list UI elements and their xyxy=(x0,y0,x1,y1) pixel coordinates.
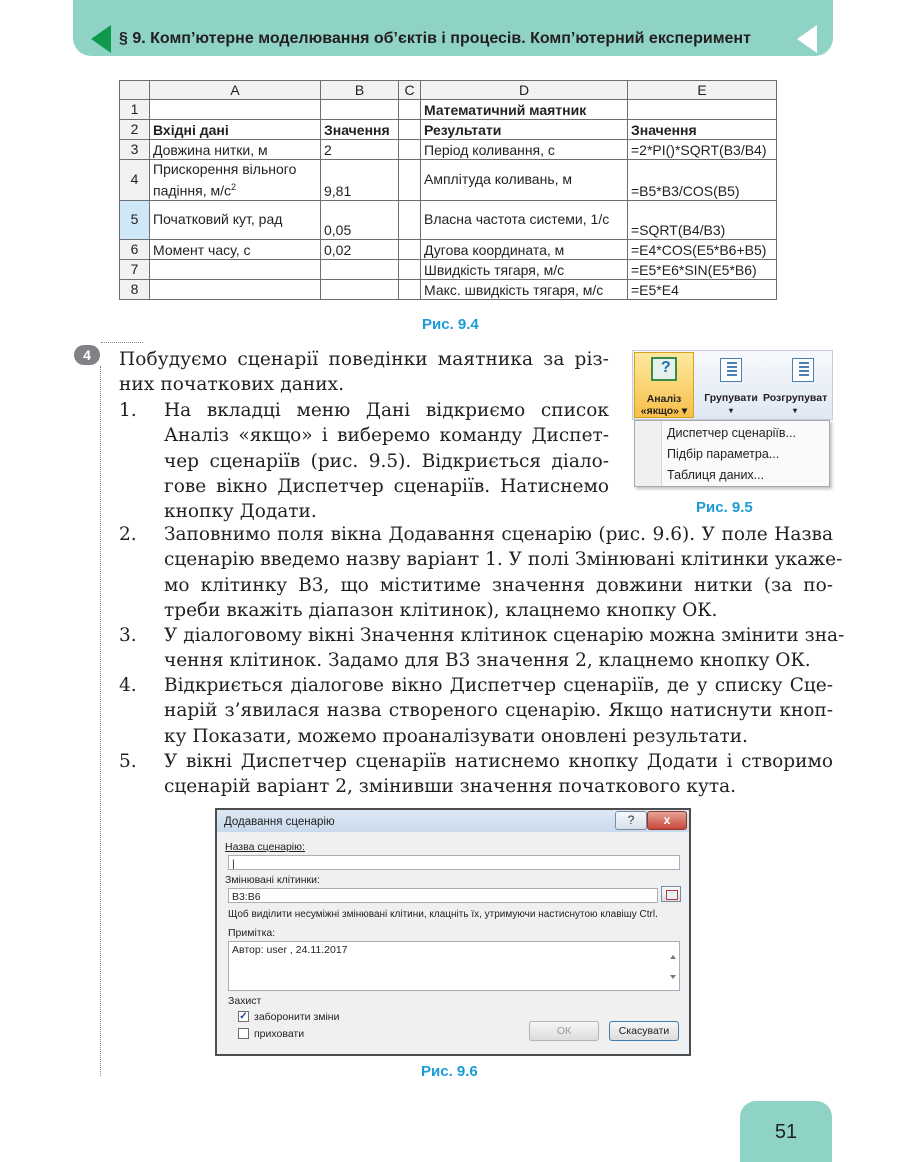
cell-line: Прискорення вільного xyxy=(153,161,297,177)
spreadsheet-table xyxy=(119,80,777,300)
list-number: 2. xyxy=(119,524,137,545)
row-number: 8 xyxy=(120,279,150,299)
arrow-left-icon xyxy=(91,25,111,53)
ungroup-icon xyxy=(792,358,814,382)
text-line: нарій з’явилася назва створеного сценарію. Якщо натиснути кноп- xyxy=(164,700,833,722)
table-cell: 9,81 xyxy=(321,160,399,201)
table-cell xyxy=(150,100,321,120)
dialog-body xyxy=(221,833,685,1052)
ungroup-label: Розгрупуват xyxy=(763,392,828,404)
what-if-label-line: «якщо» ▾ xyxy=(640,405,688,417)
chapter-title: § 9. Комп’ютерне моделювання об’єктів і процесів. Комп’ютерний експеримент xyxy=(119,30,751,47)
table-cell xyxy=(399,100,421,120)
changing-cells-label: Змінювані клітинки: xyxy=(225,874,320,886)
section-badge: 4 xyxy=(74,345,100,365)
row-number: 7 xyxy=(120,259,150,279)
text-line: На вкладці меню Дані відкриємо список xyxy=(164,400,609,421)
row-number: 6 xyxy=(120,239,150,259)
table-cell xyxy=(628,100,777,120)
table-cell: Початковий кут, рад xyxy=(150,200,321,239)
table-cell: Математичний маятник xyxy=(421,100,628,120)
list-text xyxy=(164,623,845,674)
row-number: 2 xyxy=(120,120,150,140)
comment-scrollbar[interactable] xyxy=(667,945,679,991)
ribbon-screenshot xyxy=(632,350,833,489)
list-item xyxy=(119,673,833,751)
table-cell: Момент часу, с xyxy=(150,239,321,259)
ok-button[interactable]: ОК xyxy=(529,1021,599,1041)
table-cell: =2*PI()*SQRT(B3/B4) xyxy=(628,140,777,160)
column-header-a: A xyxy=(150,81,321,100)
row-number: 5 xyxy=(120,200,150,239)
prevent-changes-checkbox[interactable]: ✓ xyxy=(239,1011,248,1022)
table-row xyxy=(120,120,777,140)
comment-textarea[interactable] xyxy=(228,941,680,991)
list-item xyxy=(119,749,833,801)
table-cell: Період коливання, с xyxy=(421,140,628,160)
list-text xyxy=(164,398,609,524)
row-number: 1 xyxy=(120,100,150,120)
table-row xyxy=(120,279,777,299)
list-number: 4. xyxy=(119,675,137,696)
table-row xyxy=(120,100,777,120)
text-line: Побудуємо сценарії поведінки маятника за різ- xyxy=(119,349,609,370)
table-cell xyxy=(150,160,321,201)
table-cell: Власна частота системи, 1/с xyxy=(421,200,628,239)
text-line: них початкових даних. xyxy=(119,374,345,396)
close-button[interactable]: x xyxy=(647,811,687,830)
text-line: Заповнимо поля вікна Додавання сценарію (рис. 9.6). У поле Назва xyxy=(164,524,833,545)
column-header-e: E xyxy=(628,81,777,100)
text-line: У діалоговому вікні Значення клітинок сценарію можна змінити зна- xyxy=(164,625,845,646)
table-cell: 0,05 xyxy=(321,200,399,239)
table-cell: Вхідні дані xyxy=(150,120,321,140)
list-text xyxy=(164,522,843,623)
table-cell: Швидкість тягаря, м/с xyxy=(421,259,628,279)
changing-cells-input[interactable]: B3:B6 xyxy=(228,888,658,903)
table-cell xyxy=(399,279,421,299)
menu-item-data-table[interactable]: Таблиця даних... xyxy=(667,468,765,482)
what-if-label-line: Аналіз xyxy=(646,393,682,405)
table-row xyxy=(120,239,777,259)
list-item xyxy=(119,522,843,624)
table-cell: Значення xyxy=(321,120,399,140)
scenario-name-label: Назва сценарію: xyxy=(225,841,305,853)
menu-icon-strip xyxy=(635,421,662,486)
add-scenario-dialog xyxy=(215,808,691,1056)
menu-item-goal-seek[interactable]: Підбір параметра... xyxy=(667,447,780,461)
table-cell xyxy=(399,140,421,160)
dialog-title: Додавання сценарію xyxy=(224,816,335,828)
table-cell: =SQRT(B4/B3) xyxy=(628,200,777,239)
table-cell: =E5*E4 xyxy=(628,279,777,299)
figure-caption-9-4: Рис. 9.4 xyxy=(422,316,479,333)
figure-caption-9-5: Рис. 9.5 xyxy=(696,499,753,516)
column-header-d: D xyxy=(421,81,628,100)
table-cell: Значення xyxy=(628,120,777,140)
group-icon xyxy=(720,358,742,382)
chapter-header xyxy=(73,0,833,56)
column-header-c: C xyxy=(399,81,421,100)
arrow-right-icon xyxy=(797,25,817,53)
chevron-down-icon: ▾ xyxy=(793,406,798,415)
list-item xyxy=(119,623,845,675)
hide-checkbox[interactable] xyxy=(238,1028,249,1039)
divider xyxy=(101,342,143,343)
text-line: Аналіз «якщо» і виберемо команду Диспет- xyxy=(164,425,609,447)
page-number-tab xyxy=(740,1101,832,1162)
list-text xyxy=(164,673,833,749)
figure-caption-9-6: Рис. 9.6 xyxy=(421,1063,478,1080)
table-cell xyxy=(321,259,399,279)
menu-item-scenario-manager[interactable]: Диспетчер сценаріїв... xyxy=(667,426,796,440)
list-number: 3. xyxy=(119,625,137,646)
table-cell: Амплітуда коливань, м xyxy=(421,160,628,201)
list-text xyxy=(164,749,833,800)
text-line: ку Показати, можемо проаналізувати оновлені результати. xyxy=(164,725,748,747)
text-line: У вікні Диспетчер сценаріїв натиснемо кнопку Додати і створимо xyxy=(164,751,833,772)
table-cell xyxy=(399,160,421,201)
divider xyxy=(100,366,101,1076)
table-cell xyxy=(150,259,321,279)
table-cell: =E4*COS(E5*B6+B5) xyxy=(628,239,777,259)
prevent-changes-label: заборонити зміни xyxy=(254,1011,340,1023)
text-line: сценарію введемо назву варіант 1. У полі Змінювані клітинки укаже- xyxy=(164,549,843,571)
table-cell: 2 xyxy=(321,140,399,160)
cancel-button[interactable]: Скасувати xyxy=(609,1021,679,1041)
table-row xyxy=(120,160,777,201)
table-cell xyxy=(399,200,421,239)
text-line: треби вкажіть діапазон клітинок), клацнемо кнопку ОК. xyxy=(164,599,718,621)
what-if-label xyxy=(635,393,693,417)
group-label: Групувати xyxy=(704,392,758,404)
table-cell: Дугова координата, м xyxy=(421,239,628,259)
ungroup-button[interactable] xyxy=(763,392,833,417)
table-cell: Макс. швидкість тягаря, м/с xyxy=(421,279,628,299)
comment-label: Примітка: xyxy=(228,927,276,939)
table-cell xyxy=(321,100,399,120)
table-cell: Результати xyxy=(421,120,628,140)
dialog-titlebar xyxy=(217,810,689,832)
table-row xyxy=(120,259,777,279)
text-line: чення клітинок. Задамо для B3 значення 2, клацнемо кнопку ОК. xyxy=(164,650,811,672)
page-number: 51 xyxy=(774,1121,798,1143)
group-button[interactable] xyxy=(700,392,762,417)
protection-label: Захист xyxy=(228,995,262,1007)
what-if-dropdown-menu xyxy=(634,420,830,487)
corner-cell xyxy=(120,81,150,100)
text-line: мо клітинку B3, що міститиме значення довжини нитки (за по- xyxy=(164,574,833,596)
what-if-icon xyxy=(651,357,677,381)
list-item xyxy=(119,398,609,528)
column-header-row xyxy=(120,81,777,100)
table-cell: =E5*E6*SIN(E5*B6) xyxy=(628,259,777,279)
column-header-b: B xyxy=(321,81,399,100)
table-cell xyxy=(399,120,421,140)
table-cell xyxy=(150,279,321,299)
row-number: 3 xyxy=(120,140,150,160)
list-number: 1. xyxy=(119,400,137,421)
what-if-analysis-button[interactable] xyxy=(634,352,694,418)
scenario-name-input[interactable]: | xyxy=(228,855,680,870)
comment-text: Автор: user , 24.11.2017 xyxy=(232,944,348,956)
help-button[interactable]: ? xyxy=(615,811,647,830)
text-line: кнопку Додати. xyxy=(164,501,317,523)
cell-line: падіння, м/с xyxy=(153,182,231,199)
row-number: 4 xyxy=(120,160,150,201)
chevron-down-icon: ▾ xyxy=(728,406,733,415)
table-cell: 0,02 xyxy=(321,239,399,259)
list-number: 5. xyxy=(119,751,137,772)
superscript: 2 xyxy=(230,182,236,192)
table-cell xyxy=(321,279,399,299)
table-cell: =B5*B3/COS(B5) xyxy=(628,160,777,201)
table-row xyxy=(120,200,777,239)
scroll-arrows-icon xyxy=(667,945,679,991)
hide-label: приховати xyxy=(254,1028,305,1040)
range-select-icon[interactable] xyxy=(661,886,681,902)
table-cell: Довжина нитки, м xyxy=(150,140,321,160)
text-line: сценарій варіант 2, змінивши значення початкового кута. xyxy=(164,776,736,798)
intro-paragraph xyxy=(119,347,609,398)
table-cell xyxy=(399,259,421,279)
text-line: гове вікно Диспетчер сценаріїв. Натиснемо xyxy=(164,475,609,497)
changing-cells-hint: Щоб виділити несуміжні змінювані клітини, клацніть їх, утримуючи настиснутою клавішу Ctrl. xyxy=(228,909,658,920)
text-line: чер сценаріїв (рис. 9.5). Відкриється діало- xyxy=(164,450,609,472)
table-row xyxy=(120,140,777,160)
text-line: Відкриється діалогове вікно Диспетчер сценаріїв, де у списку Сце- xyxy=(164,675,833,696)
table-cell xyxy=(399,239,421,259)
